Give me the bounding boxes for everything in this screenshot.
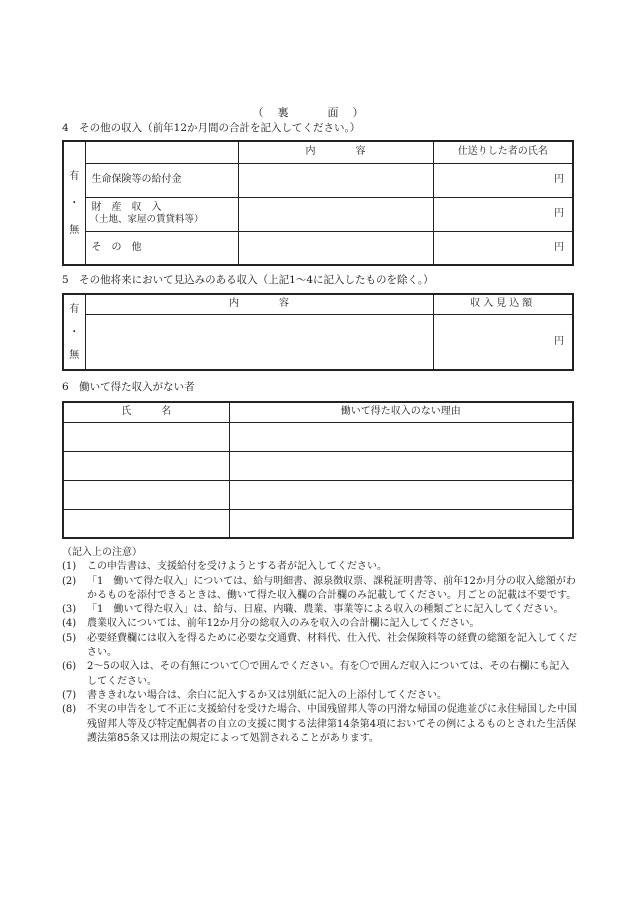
- content-cell[interactable]: [85, 314, 433, 370]
- sender-cell[interactable]: [433, 231, 573, 265]
- content-cell[interactable]: [238, 231, 433, 265]
- col-name-header: 氏 名: [63, 402, 229, 422]
- note-text: 必要経費欄には収入を得るために必要な交通費、材料代、仕入代、社会保険料等の経費の総額を記入してください。: [87, 632, 577, 659]
- col-amount-header: 収入見込額: [433, 294, 573, 314]
- note-text: 「1 働いて得た収入」は、給与、日雇、内職、農業、事業等による収入の種類ごとに記入してください。: [87, 604, 564, 616]
- note-item: [62, 632, 577, 661]
- reason-cell[interactable]: [229, 451, 573, 480]
- note-number: (7): [62, 689, 77, 701]
- yen-unit: 円: [554, 174, 564, 185]
- page-title: （裏 面）: [252, 106, 378, 119]
- notes-title: （記入上の注意）: [62, 547, 142, 558]
- content-cell[interactable]: [238, 197, 433, 231]
- expected-income-table: [62, 293, 574, 371]
- note-text: この申告書は、支援給付を受けようとする者が記入してください。: [87, 561, 387, 573]
- col-sender-header: 仕送りした者の氏名: [433, 141, 573, 163]
- yen-unit: 円: [554, 241, 564, 253]
- name-cell[interactable]: [63, 509, 229, 538]
- label-subtext: （土地、家屋の賃貸料等）: [89, 214, 204, 226]
- note-text: 「1 働いて得た収入」については、給与明細書、源泉徴収票、課税証明書等、前年12か月分の収入総額がわかるものを添付できるときは、働いて得た収入欄の合計欄のみ記載してください。月ごとの記載は不要です。: [87, 575, 577, 601]
- sender-cell[interactable]: [433, 197, 573, 231]
- note-item: [62, 703, 577, 746]
- note-item: [62, 689, 577, 703]
- section4-heading: 4 その他の収入（前年12か月間の合計を記入してください。）: [62, 122, 361, 134]
- presence-marker: 有 ・ 無: [63, 141, 85, 265]
- col-reason-header: 働いて得た収入のない理由: [229, 402, 573, 422]
- presence-marker: 有 ・ 無: [63, 294, 85, 370]
- row-label-property: [85, 197, 238, 231]
- note-text: 2〜5の収入は、その有無について〇で囲んでください。有を〇で囲んだ収入については、その右欄にも記入してください。: [87, 661, 570, 687]
- note-number: (3): [62, 604, 77, 616]
- reason-cell[interactable]: [229, 422, 573, 451]
- section5-heading: 5 その他将来において見込みのある収入（上記1〜4に記入したものを除く。）: [62, 274, 434, 286]
- sender-cell[interactable]: [433, 163, 573, 197]
- name-cell[interactable]: [63, 480, 229, 509]
- content-cell[interactable]: [238, 163, 433, 197]
- note-text: 農業収入については、前年12か月分の総収入のみを収入の合計欄に記入してください。: [87, 618, 480, 630]
- note-number: (5): [62, 632, 77, 644]
- row-label-other: [85, 231, 238, 265]
- col-content-header: 内 容: [238, 141, 433, 163]
- note-number: (6): [62, 661, 77, 673]
- note-item: [62, 560, 577, 574]
- notes: [62, 546, 577, 746]
- note-text: 不実の申告をして不正に支援給付を受けた場合、中国残留邦人等の円滑な帰国の促進並びに永住帰国した中国残留邦人等及び特定配偶者の自立の支援に関する法律第14条第4項においてその例によるものとされた生活保護法第85条又は刑法の規定によって処罰されることがあります。: [87, 704, 577, 744]
- note-number: (8): [62, 704, 77, 716]
- note-item: [62, 660, 577, 689]
- no-earned-income-table: [62, 401, 574, 539]
- label-text: そ の 他: [91, 241, 142, 253]
- section6-heading: 6 働いて得た収入がない者: [62, 381, 195, 393]
- note-text: 書ききれない場合は、余白に記入するか又は別紙に記入の上添付してください。: [87, 689, 447, 701]
- name-cell[interactable]: [63, 451, 229, 480]
- amount-cell[interactable]: [433, 314, 573, 370]
- name-cell[interactable]: [63, 422, 229, 451]
- note-number: (1): [62, 561, 77, 573]
- yen-unit: 円: [554, 208, 564, 219]
- note-number: (4): [62, 618, 77, 630]
- yen-unit: 円: [554, 335, 564, 347]
- note-item: [62, 575, 577, 604]
- reason-cell[interactable]: [229, 509, 573, 538]
- row-label-insurance: [85, 163, 238, 197]
- col-content-header: 内 容: [85, 294, 433, 314]
- label-text: 財 産 収 入: [91, 202, 162, 214]
- note-number: (2): [62, 575, 77, 587]
- label-text: 生命保険等の給付金: [91, 174, 182, 185]
- note-item: [62, 603, 577, 617]
- note-item: [62, 617, 577, 631]
- reason-cell[interactable]: [229, 480, 573, 509]
- other-income-table: [62, 140, 574, 266]
